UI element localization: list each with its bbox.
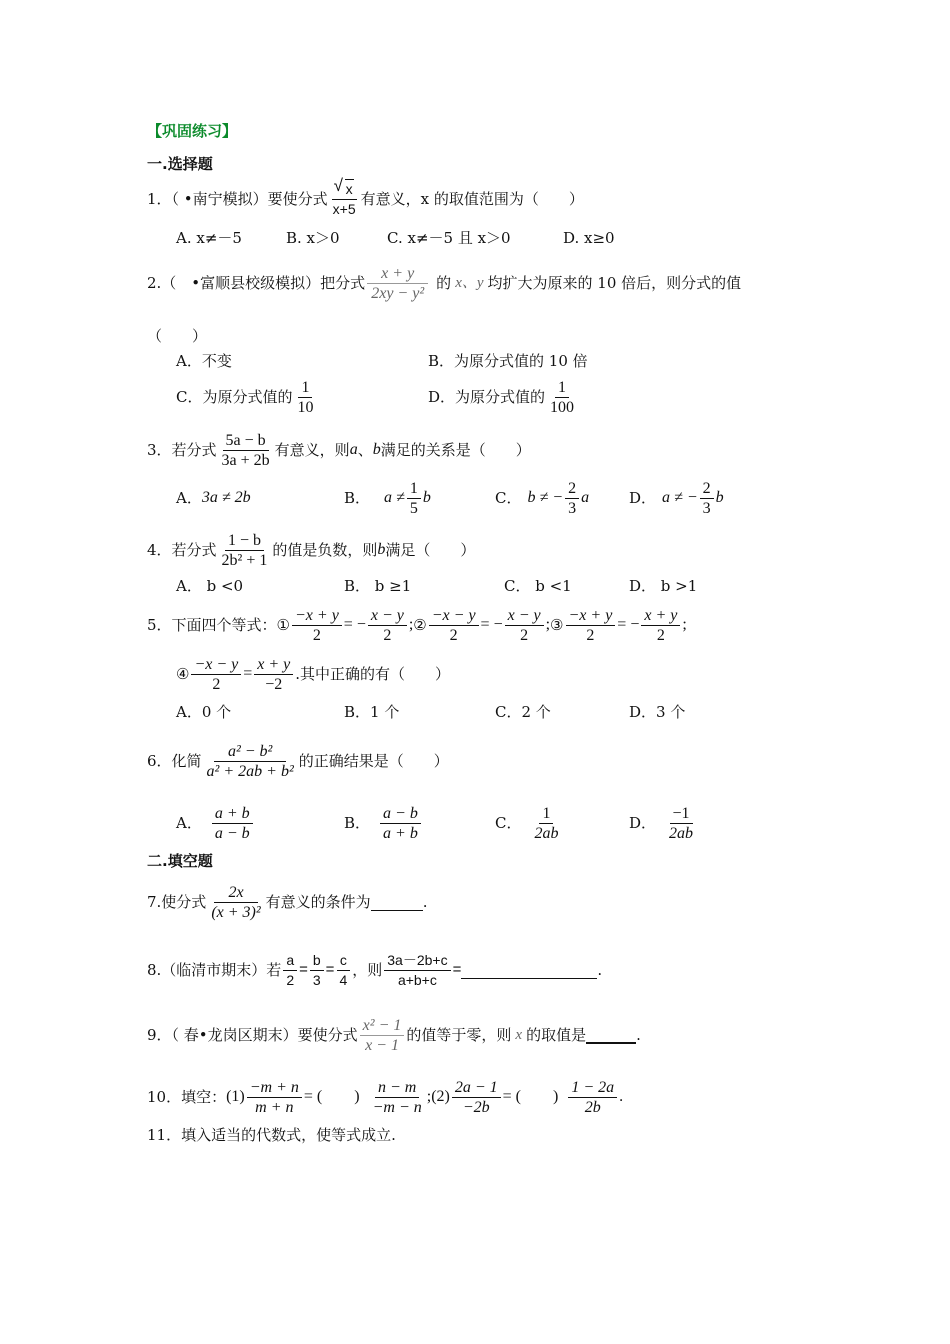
q3-option-c-post: a [581, 489, 590, 506]
q5-option-b: B．1 个 [344, 703, 400, 721]
q6-option-d-label: D． [629, 814, 657, 832]
q6-option-c-num: 1 [539, 804, 553, 824]
q6-option-d-fraction [666, 804, 696, 843]
q2-option-d [428, 375, 579, 419]
q8-frac-a [283, 951, 297, 990]
q3-option-c [495, 476, 589, 520]
question-6 [147, 738, 449, 784]
q6-option-c [495, 800, 563, 846]
part-title-fill: 二.填空题 [147, 852, 213, 870]
q7-prefix: 7.使分式 [147, 893, 207, 911]
q5-circle-3: ③ [550, 616, 564, 634]
q7-fraction [208, 883, 263, 922]
q5-eq2-right-num: x − y [505, 606, 544, 626]
q10-frac-c-den: −2b [462, 1098, 490, 1116]
q3-var-a: a [349, 441, 358, 458]
q4-numerator: 1 − b [225, 531, 264, 551]
q2-prefix: 2.（ •富顺县校级模拟）把分式 [147, 274, 366, 292]
q6-option-c-den: 2ab [534, 824, 559, 842]
q1-suffix: 有意义，x 的取值范围为（ ） [360, 190, 584, 208]
q9-middle: 的值等于零，则 [406, 1026, 512, 1044]
q5-semicolon-3: ; [682, 616, 687, 633]
q9-period: . [636, 1026, 641, 1044]
q3-option-d-denominator: 3 [702, 499, 711, 517]
q5-eq4-left-den: 2 [212, 675, 221, 693]
q3-option-b-denominator: 5 [409, 499, 418, 517]
q3-option-b-numerator: 1 [407, 479, 421, 499]
q10-frac-a-num: −m + n [247, 1078, 302, 1098]
q10-frac-a [247, 1078, 302, 1117]
q5-eq2-right-den: 2 [520, 626, 529, 644]
q3-separator: 、 [357, 441, 373, 459]
q3-option-d [629, 476, 724, 520]
q2-answer-paren: （ ） [147, 327, 208, 345]
q1-prefix: 1．（ •南宁模拟）要使分式 [147, 190, 328, 208]
q5-eq1-left-num: −x + y [292, 606, 342, 626]
q3-option-a [176, 476, 251, 520]
q5-option-c: C．2 个 [495, 703, 551, 721]
q2-option-b: B．为原分式值的 10 倍 [428, 352, 588, 370]
q5-eq2-left-den: 2 [449, 626, 458, 644]
q8-fraction [384, 951, 450, 990]
q10-blank-1[interactable]: = ( ) [303, 1088, 360, 1105]
q5-eq2-right [505, 606, 544, 645]
q6-fraction [204, 742, 297, 781]
q3-suffix: 满足的关系是（ ） [380, 441, 531, 459]
q6-option-c-fraction [531, 804, 561, 843]
q3-option-c-label: C． [495, 489, 522, 507]
q3-option-d-numerator: 2 [700, 479, 714, 499]
q3-middle: 有意义，则 [274, 441, 350, 459]
q8-frac-b-num: b [310, 951, 324, 971]
q9-fraction [360, 1016, 405, 1055]
q8-prefix: 8.（临清市期末）若 [147, 961, 282, 979]
q10-frac-c [452, 1078, 501, 1117]
q8-middle: ，则 [352, 961, 383, 979]
q6-option-b [344, 800, 423, 846]
q4-option-a: A． b <0 [176, 577, 244, 595]
q10-semicolon: ; [426, 1088, 432, 1105]
q4-option-c: C． b <1 [504, 577, 572, 595]
q3-option-b [344, 476, 431, 520]
question-5 [147, 603, 687, 647]
q2-of: 的 [436, 274, 452, 292]
q2-option-d-label: D．为原分式值的 [428, 388, 546, 406]
q10-frac-b-num: n − m [375, 1078, 419, 1098]
q9-var: x [515, 1027, 523, 1043]
q2-option-a: A．不变 [176, 352, 232, 370]
question-2 [147, 262, 741, 304]
q6-option-a [176, 800, 255, 846]
q10-part-2: (2) [431, 1088, 450, 1105]
q10-period: . [619, 1088, 624, 1105]
q5-circle-1: ① [276, 616, 290, 634]
q10-frac-c-num: 2a − 1 [452, 1078, 501, 1098]
q5-eq4-right-num: x + y [254, 655, 293, 675]
q3-option-c-denominator: 3 [568, 499, 577, 517]
q5-semicolon-2: ; [545, 616, 551, 633]
q1-option-b: B. x＞0 [286, 229, 340, 247]
q2-option-c-fraction [294, 378, 316, 417]
q5-eq1-right-num: x − y [368, 606, 407, 626]
q5-eq3-right [641, 606, 680, 645]
q5-prefix: 5．下面四个等式： [147, 616, 277, 634]
q5-eq3-right-den: 2 [656, 626, 665, 644]
q5-eq2-left-num: −x − y [429, 606, 479, 626]
q6-denominator: a² + 2ab + b² [206, 762, 294, 780]
q7-period: . [422, 893, 428, 911]
question-4 [147, 528, 475, 572]
q4-var: b [377, 541, 386, 558]
q3-fraction [219, 431, 273, 470]
q10-frac-d-den: 2b [584, 1098, 601, 1116]
q3-numerator: 5a − b [223, 431, 269, 451]
q5-eq4-left-num: −x − y [191, 655, 241, 675]
q8-numerator: 3a－2b+c [384, 951, 450, 971]
q5-eq1-left [292, 606, 342, 645]
q6-prefix: 6．化简 [147, 752, 202, 770]
q2-numerator: x + y [367, 264, 428, 284]
q4-prefix: 4．若分式 [147, 541, 217, 559]
q2-fraction [367, 264, 428, 303]
q6-option-b-fraction [380, 804, 421, 843]
q10-frac-d-num: 1 − 2a [568, 1078, 617, 1098]
q1-option-a: A. x≠－5 [176, 229, 242, 247]
q5-eq3-left-den: 2 [586, 626, 595, 644]
q2-denominator: 2xy − y² [371, 284, 425, 302]
q10-frac-d [568, 1078, 617, 1117]
q8-frac-b-den: 3 [312, 971, 321, 988]
q2-option-d-fraction [547, 378, 577, 417]
q3-option-a-expr: 3a ≠ 2b [201, 489, 251, 506]
q3-option-b-post: b [422, 489, 431, 506]
question-1 [147, 178, 584, 220]
q9-numerator: x² − 1 [360, 1016, 405, 1036]
q5-eq1-mid: = − [343, 616, 366, 633]
question-10 [147, 1074, 623, 1120]
q5-suffix: .其中正确的有（ ） [295, 665, 451, 683]
question-3 [147, 428, 531, 472]
q7-answer-blank[interactable] [371, 894, 423, 911]
q5-eq1-right-den: 2 [383, 626, 392, 644]
q4-denominator: 2b² + 1 [221, 551, 268, 569]
question-5-line-2 [176, 652, 450, 696]
question-11: 11．填入适当的代数式，使等式成立. [147, 1126, 396, 1144]
q3-option-d-label: D． [629, 489, 657, 507]
q8-eq-1: = [299, 961, 308, 978]
q7-denominator: (x + 3)² [211, 903, 261, 921]
q8-frac-c [336, 951, 350, 990]
q3-option-c-fraction [565, 479, 579, 518]
q9-denominator: x − 1 [365, 1036, 399, 1054]
q9-answer-blank[interactable] [586, 1026, 636, 1044]
q3-option-b-label: B． [344, 489, 371, 507]
q8-frac-b [310, 951, 324, 990]
q8-frac-c-num: c [337, 951, 350, 971]
q1-numerator: √ x [345, 179, 354, 199]
q2-vars: x、y [455, 275, 484, 291]
q2-option-c-numerator: 1 [298, 378, 312, 398]
q6-numerator: a² − b² [214, 742, 286, 762]
q3-var-b: b [372, 441, 381, 458]
q8-frac-a-den: 2 [286, 971, 295, 988]
q3-option-d-post: b [715, 489, 724, 506]
q6-option-d-num: −1 [670, 804, 693, 824]
q5-eq4-mid: = [243, 665, 253, 682]
q2-option-c-label: C．为原分式值的 [176, 388, 293, 406]
q8-period: . [597, 961, 603, 979]
q6-option-a-den: a − b [214, 824, 250, 842]
q8-eq-3: = [452, 961, 462, 978]
q5-eq4-right [254, 655, 293, 694]
q8-frac-a-num: a [283, 951, 297, 971]
q6-option-d-den: 2ab [669, 824, 694, 842]
q5-circle-2: ② [413, 616, 427, 634]
q5-eq3-mid: = − [617, 616, 640, 633]
question-8 [147, 948, 602, 992]
q5-eq3-left [566, 606, 616, 645]
q2-option-d-numerator: 1 [555, 378, 569, 398]
q9-prefix: 9．（ 春•龙岗区期末）要使分式 [147, 1026, 358, 1044]
q4-fraction [219, 531, 271, 570]
q5-circle-4: ④ [176, 665, 190, 683]
section-header: 【巩固练习】 [147, 122, 238, 140]
q10-frac-b [370, 1078, 425, 1117]
q3-option-b-fraction [407, 479, 421, 518]
q5-eq4-left [191, 655, 241, 694]
q5-eq3-right-num: x + y [641, 606, 680, 626]
q5-eq1-left-den: 2 [312, 626, 321, 644]
question-9 [147, 1011, 641, 1059]
q8-eq-2: = [325, 961, 335, 978]
q7-numerator: 2x [214, 883, 257, 903]
q3-option-c-pre: b ≠ − [527, 489, 564, 506]
q6-option-a-label: A． [176, 814, 202, 832]
q4-middle: 的值是负数，则 [272, 541, 378, 559]
q2-option-c-denominator: 10 [297, 398, 314, 416]
q8-frac-c-den: 4 [339, 971, 348, 988]
q3-option-d-pre: a ≠ − [662, 489, 698, 506]
q6-option-c-label: C． [495, 814, 522, 832]
q10-blank-2[interactable]: = ( ) [502, 1088, 559, 1105]
q5-eq2-left [429, 606, 479, 645]
q3-denominator: 3a + 2b [221, 451, 270, 469]
q3-option-b-pre: a ≠ [384, 489, 405, 506]
question-7 [147, 878, 427, 926]
q4-suffix: 满足（ ） [385, 541, 476, 559]
q1-fraction [330, 179, 359, 219]
q3-prefix: 3．若分式 [147, 441, 217, 459]
q1-option-d: D. x≥0 [563, 229, 615, 247]
q10-part-1: (1) [226, 1088, 245, 1105]
q5-eq4-right-den: −2 [265, 675, 283, 693]
q3-option-c-numerator: 2 [565, 479, 579, 499]
q6-option-b-den: a + b [383, 824, 418, 842]
q3-option-a-label: A． [176, 489, 202, 507]
part-title-choice: 一.选择题 [147, 155, 213, 173]
q5-option-a: A．0 个 [176, 703, 232, 721]
q10-prefix: 10．填空： [147, 1088, 227, 1106]
q10-frac-b-den: −m − n [372, 1098, 422, 1116]
q5-semicolon-1: ; [408, 616, 414, 633]
q10-frac-a-den: m + n [255, 1098, 294, 1116]
q5-eq2-mid: = − [480, 616, 503, 633]
q4-option-d: D． b >1 [629, 577, 698, 595]
q6-option-b-label: B． [344, 814, 371, 832]
q6-option-a-fraction [212, 804, 253, 843]
q7-suffix: 有意义的条件为 [265, 893, 371, 911]
q4-option-b: B． b ≥1 [344, 577, 412, 595]
q6-option-a-num: a + b [212, 804, 253, 824]
q6-suffix: 的正确结果是（ ） [298, 752, 449, 770]
q1-option-c: C. x≠－5 且 x＞0 [387, 229, 511, 247]
q5-eq1-right [368, 606, 407, 645]
q8-answer-blank[interactable] [461, 962, 597, 979]
q8-denominator: a+b+c [397, 971, 437, 988]
q2-suffix: 均扩大为原来的 10 倍后，则分式的值 [487, 274, 742, 292]
q5-eq3-left-num: −x + y [566, 606, 616, 626]
q6-option-b-num: a − b [380, 804, 421, 824]
q6-option-d [629, 800, 698, 846]
q3-option-d-fraction [700, 479, 714, 518]
q9-suffix: 的取值是 [526, 1026, 587, 1044]
q2-option-d-denominator: 100 [550, 398, 575, 416]
q5-option-d: D．3 个 [629, 703, 686, 721]
q1-denominator: x+5 [332, 201, 356, 217]
q2-option-c [176, 375, 318, 419]
